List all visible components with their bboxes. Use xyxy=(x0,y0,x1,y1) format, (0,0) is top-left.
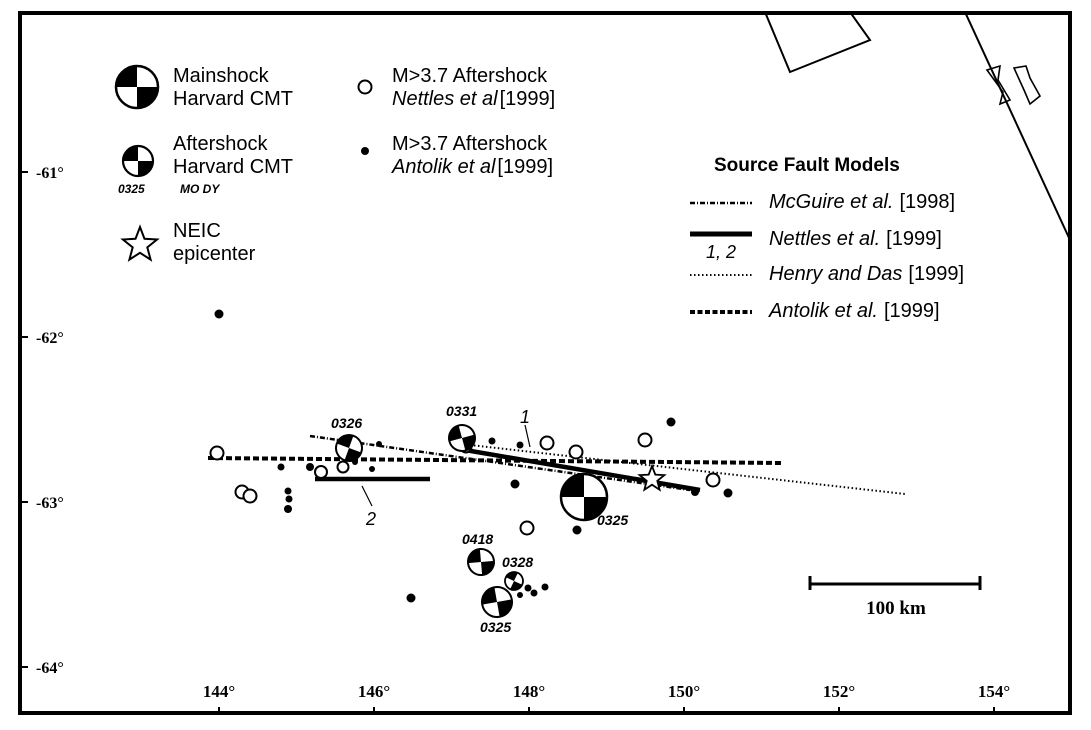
lat-tick-label: -63° xyxy=(36,495,64,512)
segment-2-leader xyxy=(362,486,372,506)
legend-nettles-line1: M>3.7 Aftershock xyxy=(392,65,548,87)
aftershock-point xyxy=(707,474,720,487)
lon-tick-label: 146° xyxy=(357,682,391,701)
star-icon xyxy=(123,227,157,260)
aftershock-point xyxy=(511,480,520,489)
legend-aftershock-line1: Aftershock xyxy=(173,133,268,155)
scale-bar-label: 100 km xyxy=(866,598,926,619)
fault-models-title: Source Fault Models xyxy=(714,155,900,176)
fault-model-year: [1999] xyxy=(886,228,942,250)
legend-antolik-points xyxy=(361,133,553,178)
event-label: 0325 xyxy=(597,512,629,528)
fault-model-author: Henry and Das xyxy=(769,263,903,285)
aftershock-point xyxy=(517,442,524,449)
fault-model-year: [1999] xyxy=(883,300,940,322)
event-label: 0328 xyxy=(502,554,534,570)
legend-event-code: 0325 xyxy=(118,182,145,196)
aftershock-point xyxy=(285,488,292,495)
aftershock-point xyxy=(369,466,375,472)
event-label: 0418 xyxy=(462,531,494,547)
fault-segments-label: 1, 2 xyxy=(706,242,737,262)
event-label: 0331 xyxy=(446,403,478,419)
fault-model-author: Antolik et al. xyxy=(769,300,878,322)
legend-nettles-year: [1999] xyxy=(499,88,556,110)
lon-tick-label: 152° xyxy=(822,682,856,701)
aftershock-point xyxy=(639,434,652,447)
fault-model-row xyxy=(769,228,942,250)
segment-label: 2 xyxy=(366,509,377,529)
legend-mainshock-line2: Harvard CMT xyxy=(173,88,294,110)
fault-model-year: [1999] xyxy=(908,263,965,285)
aftershock-point xyxy=(278,464,285,471)
event-label: 0325 xyxy=(480,619,512,635)
legend-nettles-line2 xyxy=(392,88,555,110)
lon-tick-label: 148° xyxy=(512,682,546,701)
legend-neic-line2: epicenter xyxy=(173,243,256,265)
focal-mechanism-0418 xyxy=(467,548,495,576)
legend-date-format: MO DY xyxy=(180,182,220,196)
aftershock-point xyxy=(376,441,382,447)
lat-tick-label: -61° xyxy=(36,165,64,182)
scale-bar xyxy=(810,576,980,590)
legend-aftershock-cmt xyxy=(118,133,293,196)
fault-model-author: Nettles et al. xyxy=(769,228,881,250)
legend-nettles-points xyxy=(359,65,556,110)
aftershock-point xyxy=(724,489,733,498)
fault-model-row xyxy=(769,263,964,285)
legend-nettles-author: Nettles et al xyxy=(392,88,498,110)
aftershock-point xyxy=(573,526,582,535)
legend-neic xyxy=(123,220,256,265)
event-label: 0326 xyxy=(331,415,363,431)
legend-antolik-year: [1999] xyxy=(497,156,553,178)
aftershock-point xyxy=(541,437,554,450)
aftershock-point xyxy=(517,592,523,598)
aftershock-point xyxy=(531,590,538,597)
aftershock-point xyxy=(244,490,257,503)
lon-tick-label: 154° xyxy=(977,682,1011,701)
legend-antolik-line2 xyxy=(391,156,553,178)
aftershock-point xyxy=(525,585,532,592)
aftershock-point xyxy=(215,310,224,319)
fault-models-legend xyxy=(690,155,964,322)
aftershock-point xyxy=(489,438,496,445)
beachball-icon xyxy=(123,146,153,176)
antolik-fault-trace xyxy=(208,458,782,463)
segment-label: 1 xyxy=(520,407,531,427)
fault-model-year: [1998] xyxy=(899,191,956,213)
aftershock-point xyxy=(211,447,224,460)
aftershock-point xyxy=(315,466,327,478)
lon-tick-label: 150° xyxy=(667,682,701,701)
fault-model-row xyxy=(768,300,940,322)
fault-model-author: McGuire et al. xyxy=(769,191,894,213)
legend-aftershock-line2: Harvard CMT xyxy=(173,156,294,178)
aftershock-point xyxy=(407,594,416,603)
aftershock-point xyxy=(284,505,292,513)
legend-mainshock xyxy=(116,65,293,110)
lon-tick-labels xyxy=(203,682,1010,701)
lat-tick-label: -62° xyxy=(36,330,64,347)
aftershock-point xyxy=(521,522,534,535)
solid-dot-icon xyxy=(361,147,369,155)
focal-mechanism-0325 xyxy=(480,585,515,620)
aftershock-point xyxy=(542,584,549,591)
lat-tick-labels xyxy=(36,165,64,677)
aftershock-point xyxy=(691,488,699,496)
aftershock-point xyxy=(570,446,583,459)
lat-tick-label: -64° xyxy=(36,660,64,677)
segment-1-leader xyxy=(525,425,530,447)
legend-mainshock-line1: Mainshock xyxy=(173,65,269,87)
legend-antolik-author: Antolik et al xyxy=(392,156,496,178)
fault-model-row xyxy=(769,191,955,213)
legend-neic-line1: NEIC xyxy=(173,220,221,242)
aftershock-point xyxy=(338,462,349,473)
open-circle-icon xyxy=(359,81,372,94)
beachball-icon xyxy=(116,66,158,108)
lon-tick-label: 144° xyxy=(202,682,236,701)
aftershock-point xyxy=(306,463,314,471)
aftershock-point xyxy=(286,496,293,503)
aftershock-point xyxy=(667,418,676,427)
legend-antolik-line1: M>3.7 Aftershock xyxy=(392,133,548,155)
